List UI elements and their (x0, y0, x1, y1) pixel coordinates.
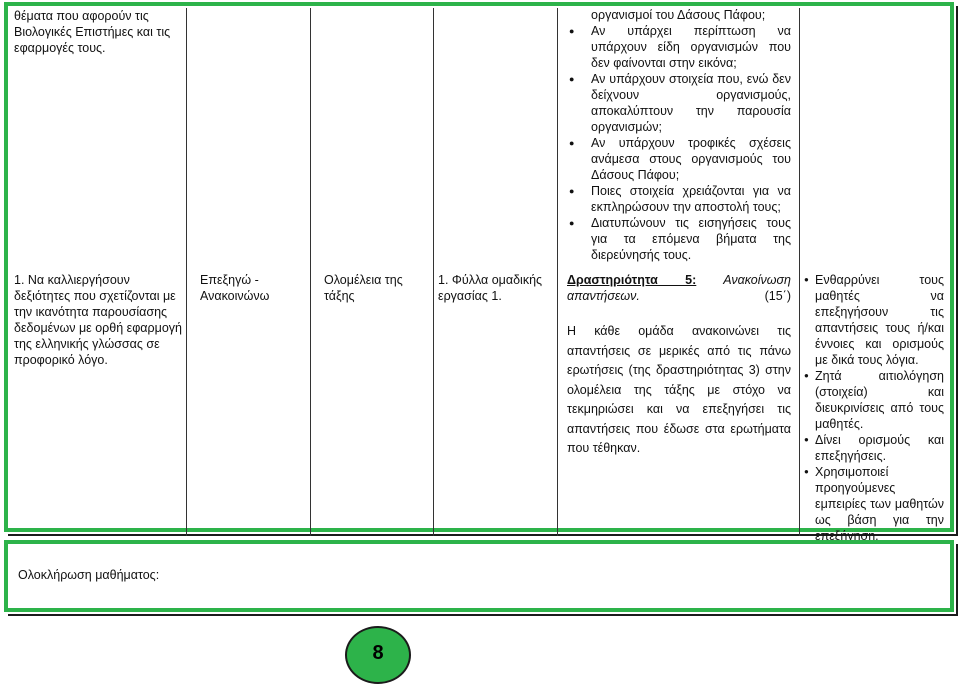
grouping-text: Ολομέλεια της τάξης (324, 273, 403, 303)
column-materials (434, 8, 558, 536)
column-method (187, 8, 311, 536)
list-item: ● Αν υπάρχει περίπτωση να υπάρχουν είδη οργανισμών που δεν φαίνονται στην εικόνα; (567, 23, 791, 71)
column-teacher-role (800, 8, 950, 543)
questions-intro: οργανισμοί του Δάσους Πάφου; (591, 8, 766, 22)
objectives-top-text: θέματα που αφορούν τις Βιολογικές Επιστήμες και τις εφαρμογές τους. (14, 9, 171, 55)
method-text: Επεξηγώ - Ανακοινώνω (200, 273, 270, 303)
column-grouping (311, 8, 434, 536)
list-item: ● Διατυπώνουν τις εισηγήσεις τους για τα επόμενα βήματα της διερεύνησής τους. (567, 215, 791, 263)
list-item: ● Αν υπάρχουν τροφικές σχέσεις ανάμεσα στους οργανισμούς του Δάσους Πάφου; (567, 135, 791, 183)
page-number: 8 (372, 642, 384, 664)
list-item: ● Ζητά αιτιολόγηση (στοιχεία) και διευκρινίσεις από τους μαθητές. (804, 368, 944, 432)
column-objectives (8, 8, 187, 536)
list-item: ● Αν υπάρχουν στοιχεία που, ενώ δεν δείχνουν οργανισμούς, αποκαλύπτουν την παρουσία οργανισμών; (567, 71, 791, 135)
column-activities (558, 8, 800, 536)
activity-title: Ανακοίνωση απαντήσεων. (567, 273, 791, 303)
objective-1: 1. Να καλλιεργήσουν δεξιότητες που σχετίζονται με την ικανότητα παρουσίασης δεδομένων με ορθή εφαρμογή της ελληνικής γλώσσας σε προφορικό λόγο. (14, 273, 183, 367)
materials-text: 1. Φύλλα ομαδικής εργασίας 1. (438, 273, 543, 303)
list-item: ● Χρησιμοποιεί προηγούμενες εμπειρίες των μαθητών ως βάση για την επεξήγηση. (804, 464, 944, 544)
list-item: ● Ενθαρρύνει τους μαθητές να επεξηγήσουν τις απαντήσεις τους ή/και έννοιες και ορισμούς με δικά τους λόγια. (804, 272, 944, 368)
activity-heading (567, 272, 791, 304)
page-number-badge (345, 626, 411, 684)
activity-label: Δραστηριότητα 5: (567, 273, 697, 287)
list-item: ● Δίνει ορισμούς και επεξηγήσεις. (804, 432, 944, 464)
lesson-completion-label: Ολοκλήρωση μαθήματος: (18, 568, 160, 582)
activity-time: (15΄) (764, 289, 791, 303)
lesson-plan-table (4, 2, 954, 543)
questions-list (567, 23, 791, 263)
teacher-role-list (804, 272, 944, 544)
activity-body: Η κάθε ομάδα ανακοινώνει τις απαντήσεις σε μερικές από τις πάνω ερωτήσεις (της δραστηριότητας 3) στην ολομέλεια της τάξης με στόχο να τεκμηριώσει και να επεξηγήσει τις απαντήσεις που έδωσε στα ερωτήματα που τέθηκαν. (567, 324, 791, 455)
footer-row (4, 540, 954, 612)
list-item: ● Ποιες στοιχεία χρειάζονται για να εκπληρώσουν την αποστολή τους; (567, 183, 791, 215)
